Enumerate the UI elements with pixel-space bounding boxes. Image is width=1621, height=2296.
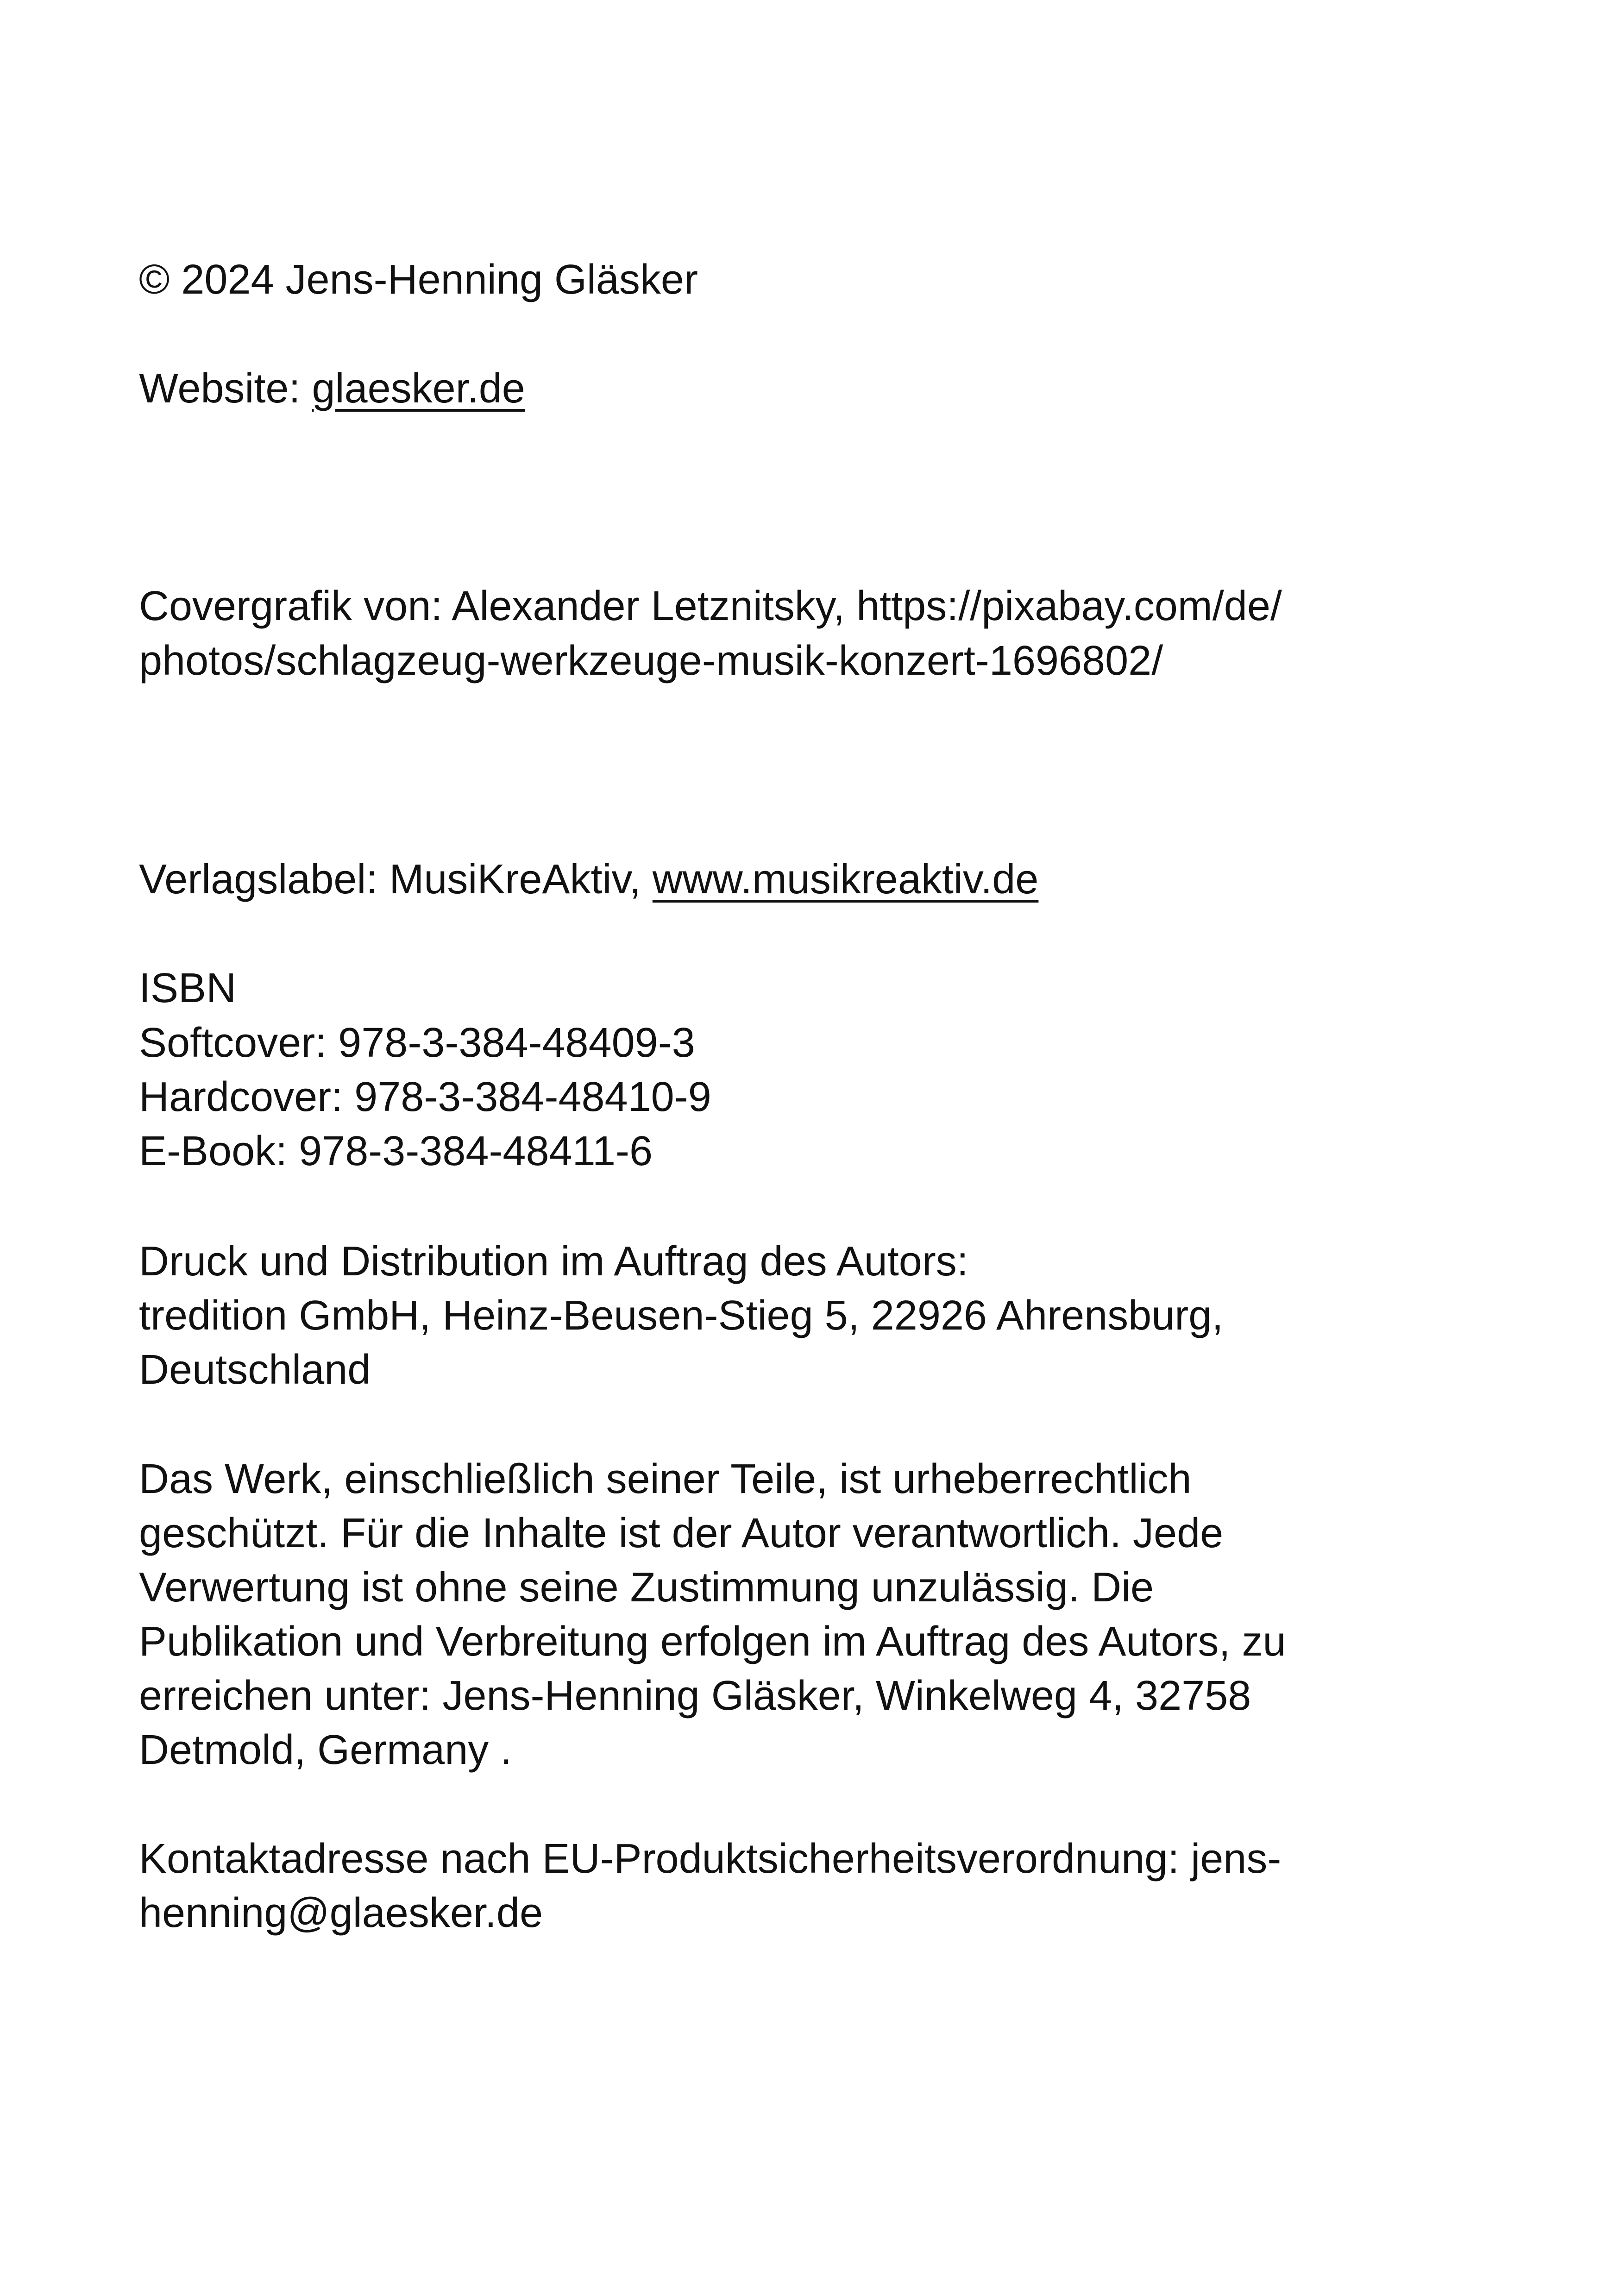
publisher-line	[139, 852, 1038, 907]
copyright-notice-line: Das Werk, einschließlich seiner Teile, ist urheberrechtlich	[139, 1456, 1192, 1502]
copyright-notice-line: geschützt. Für die Inhalte ist der Autor verantwortlich. Jede	[139, 1510, 1224, 1556]
copyright-notice-line: Verwertung ist ohne seine Zustimmung unzulässig. Die	[139, 1564, 1154, 1611]
copyright-line: © 2024 Jens-Henning Gläsker	[139, 257, 698, 303]
website-line	[139, 361, 525, 416]
printing-line-1: Druck und Distribution im Auftrag des Autors:	[139, 1238, 968, 1285]
cover-credit-line-1: Covergrafik von: Alexander Letznitsky, https://pixabay.com/de/	[139, 583, 1282, 629]
contact-line-1: Kontaktadresse nach EU-Produktsicherheitsverordnung: jens-	[139, 1836, 1282, 1882]
copyright-notice-line: Detmold, Germany .	[139, 1727, 512, 1773]
imprint-page	[139, 0, 1528, 2296]
printing-line-3: Deutschland	[139, 1347, 371, 1393]
website-label: Website:	[139, 365, 312, 412]
isbn-ebook: E-Book: 978-3-384-48411-6	[139, 1128, 653, 1174]
copyright-notice-line: Publikation und Verbreitung erfolgen im Auftrag des Autors, zu	[139, 1618, 1286, 1665]
cover-credit-line-2: photos/schlagzeug-werkzeuge-musik-konzert-1696802/	[139, 638, 1163, 684]
printing-line-2: tredition GmbH, Heinz-Beusen-Stieg 5, 22926 Ahrensburg,	[139, 1292, 1224, 1339]
contact-line-2: henning@glaesker.de	[139, 1890, 543, 1936]
isbn-hardcover: Hardcover: 978-3-384-48410-9	[139, 1074, 711, 1120]
publisher-link[interactable]: www.musikreaktiv.de	[652, 856, 1039, 903]
website-link[interactable]: glaesker.de	[312, 365, 525, 412]
publisher-label: Verlagslabel: MusiKreAktiv,	[139, 856, 653, 903]
isbn-softcover: Softcover: 978-3-384-48409-3	[139, 1020, 695, 1066]
isbn-heading: ISBN	[139, 965, 237, 1011]
copyright-notice-line: erreichen unter: Jens-Henning Gläsker, Winkelweg 4, 32758	[139, 1673, 1251, 1719]
